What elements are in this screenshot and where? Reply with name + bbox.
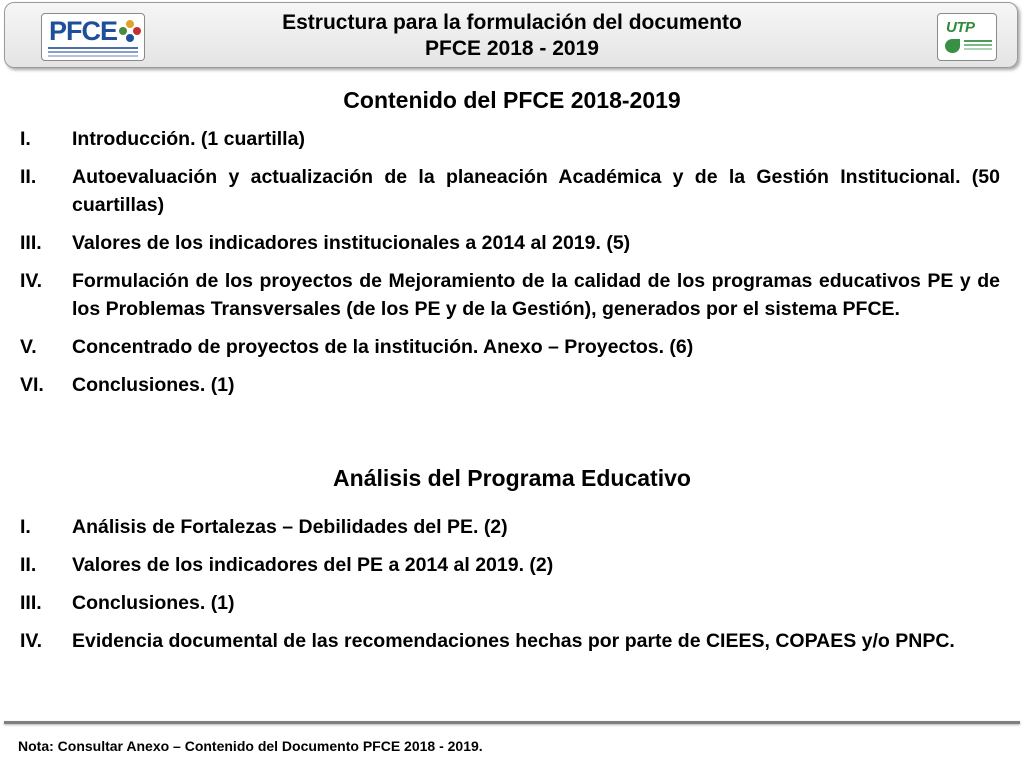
list-item-number: I. [20,516,31,538]
list-item [14,333,1000,361]
contenido-list [14,125,1000,399]
list-item-text: Evidencia documental de las recomendaciones hechas por parte de CIEES, COPAES y/o PNPC. [72,630,955,652]
list-item [14,229,1000,257]
list-item-text: Introducción. (1 cuartilla) [72,128,305,150]
list-item-number: I. [20,128,31,150]
list-item-number: III. [20,592,42,614]
footer-divider [4,721,1020,724]
footer-note: Nota: Consultar Anexo – Contenido del Documento PFCE 2018 - 2019. [18,738,483,754]
list-item [14,125,1000,153]
list-item-text: Concentrado de proyectos de la institución. Anexo – Proyectos. (6) [72,336,694,358]
list-item-text: Análisis de Fortalezas – Debilidades del PE. (2) [72,516,508,538]
utp-logo-emblem-icon [945,39,960,53]
list-item-text: Conclusiones. (1) [72,374,235,396]
list-item [14,589,1000,617]
section-title-analisis: Análisis del Programa Educativo [333,465,691,491]
list-item [14,513,1000,541]
page-title [5,10,1019,62]
page-title-line-1: Estructura para la formulación del documento [282,11,742,34]
list-item-number: III. [20,232,42,254]
list-item-text: Formulación de los proyectos de Mejoramiento de la calidad de los programas educativos PE y de los Problemas Transversales (de los PE y de la Gestión), generados por el sistema PFCE. [72,270,1000,320]
list-item [14,163,1000,219]
list-item [14,627,1000,655]
section-title-contenido: Contenido del PFCE 2018-2019 [343,87,681,113]
header-banner [4,2,1018,68]
list-item [14,551,1000,579]
utp-logo-tagline-lines [964,40,992,42]
list-item-number: IV. [20,270,43,292]
list-item-text: Conclusiones. (1) [72,592,235,614]
utp-logo-text: UTP [946,19,975,36]
page-title-line-2: PFCE 2018 - 2019 [425,37,599,60]
list-item-number: II. [20,554,37,576]
list-item-text: Valores de los indicadores del PE a 2014 al 2019. (2) [72,554,554,576]
utp-logo [937,13,997,61]
list-item-text: Valores de los indicadores institucionales a 2014 al 2019. (5) [72,232,631,254]
list-item-number: II. [20,166,37,188]
list-item-number: IV. [20,630,43,652]
list-item-text: Autoevaluación y actualización de la planeación Académica y de la Gestión Institucional. (50 cuartillas) [72,166,1000,216]
analisis-list [14,513,1000,655]
list-item-number: V. [20,336,37,358]
list-item [14,267,1000,323]
pfce-logo-text: PFCE [49,16,118,46]
list-item [14,371,1000,399]
list-item-number: VI. [20,374,44,396]
